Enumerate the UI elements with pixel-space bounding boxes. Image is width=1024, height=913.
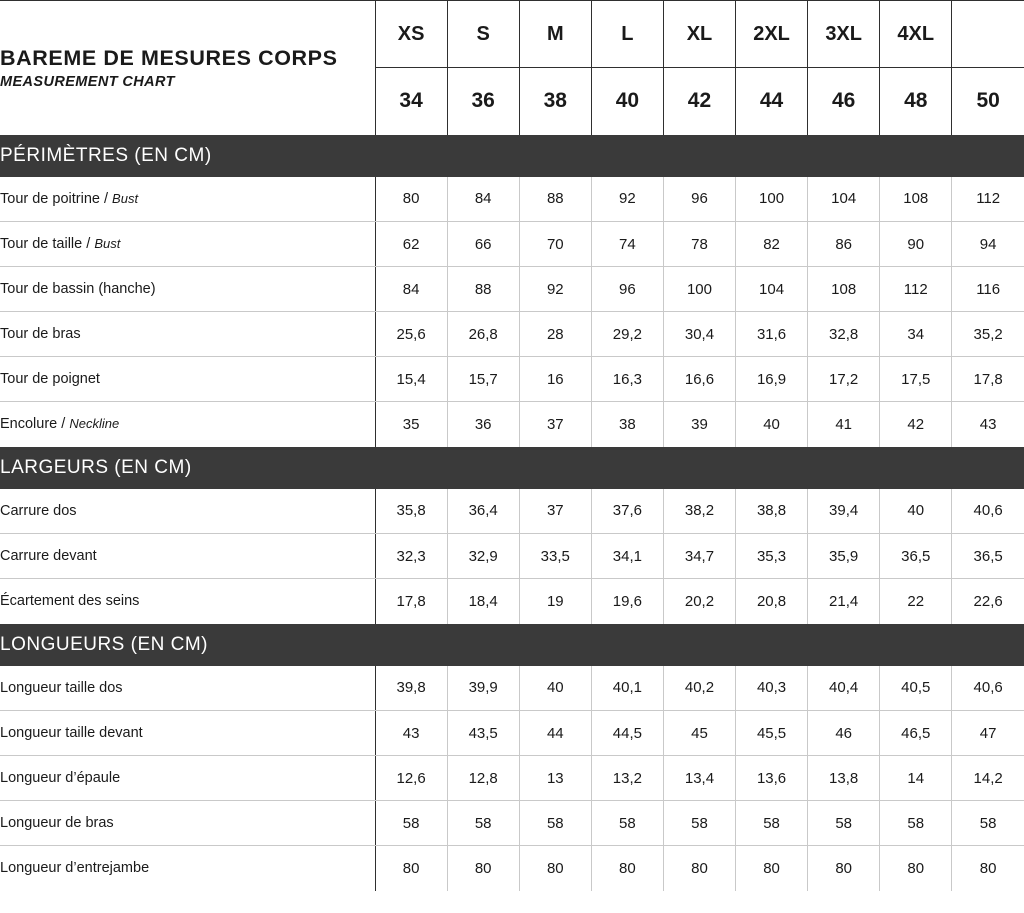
measurement-value: 20,8 bbox=[736, 579, 808, 624]
measurement-value: 80 bbox=[736, 846, 808, 891]
size-number-header: 42 bbox=[663, 68, 735, 135]
size-number-header: 48 bbox=[880, 68, 952, 135]
size-letter-header: XL bbox=[663, 1, 735, 68]
section-band-label: PÉRIMÈTRES (EN CM) bbox=[0, 135, 1024, 177]
measurement-value: 13 bbox=[519, 756, 591, 801]
measurement-value: 88 bbox=[447, 267, 519, 312]
measurement-value: 21,4 bbox=[808, 579, 880, 624]
measurement-value: 22,6 bbox=[973, 592, 1003, 610]
measurement-value: 44 bbox=[519, 711, 591, 756]
measurement-value: 40,5 bbox=[880, 666, 952, 711]
measurement-value: 31,6 bbox=[736, 312, 808, 357]
measurement-label-fr: Tour de poitrine bbox=[0, 190, 100, 207]
size-letter-header: S bbox=[447, 1, 519, 68]
measurement-value: 39,9 bbox=[447, 666, 519, 711]
table-row bbox=[0, 846, 1024, 891]
measurement-value: 80 bbox=[447, 846, 519, 891]
measurement-value: 42 bbox=[880, 402, 952, 447]
section-band-row bbox=[0, 135, 1024, 177]
measurement-value: 35 bbox=[375, 402, 447, 447]
measurement-value: 13,2 bbox=[591, 756, 663, 801]
measurement-value: 14,2 bbox=[952, 756, 1024, 801]
measurement-value: 112 bbox=[880, 267, 952, 312]
measurement-value: 108 bbox=[880, 177, 952, 222]
size-letter-header bbox=[952, 1, 1024, 68]
measurement-value: 34 bbox=[880, 312, 952, 357]
measurement-label bbox=[0, 756, 375, 801]
measurement-value: 40 bbox=[736, 402, 808, 447]
measurement-value: 35,9 bbox=[808, 534, 880, 579]
measurement-value: 35,2 bbox=[952, 312, 1024, 357]
measurement-value: 38,8 bbox=[736, 489, 808, 534]
measurement-value: 66 bbox=[447, 222, 519, 267]
measurement-value: 39,8 bbox=[375, 666, 447, 711]
label-separator: / bbox=[103, 190, 109, 207]
table-row bbox=[0, 402, 1024, 447]
measurement-value: 96 bbox=[591, 267, 663, 312]
measurement-value: 19 bbox=[519, 579, 591, 624]
measurement-label-fr: Carrure devant bbox=[0, 548, 97, 564]
size-number-header: 44 bbox=[736, 68, 808, 135]
measurement-label-fr: Carrure dos bbox=[0, 502, 77, 519]
measurement-value: 15,7 bbox=[447, 357, 519, 402]
measurement-value: 100 bbox=[663, 267, 735, 312]
measurement-value: 94 bbox=[952, 222, 1024, 267]
measurement-value: 58 bbox=[591, 801, 663, 846]
table-row bbox=[0, 267, 1024, 312]
page-title: BAREME DE MESURES CORPS bbox=[0, 46, 338, 71]
measurement-value: 18,4 bbox=[447, 579, 519, 624]
measurement-value: 58 bbox=[736, 801, 808, 846]
measurement-value: 82 bbox=[736, 222, 808, 267]
measurement-value: 40,6 bbox=[952, 666, 1024, 711]
measurement-label-fr: Écartement des seins bbox=[0, 593, 140, 610]
measurement-label bbox=[0, 666, 375, 711]
measurement-value: 84 bbox=[447, 177, 519, 222]
measurement-value: 40,2 bbox=[663, 666, 735, 711]
measurement-label-fr: Tour de bassin (hanche) bbox=[0, 281, 156, 297]
label-separator: / bbox=[61, 416, 66, 433]
measurement-value: 12,6 bbox=[375, 756, 447, 801]
measurement-label bbox=[0, 534, 375, 579]
measurement-value: 116 bbox=[952, 267, 1024, 312]
size-letter-header: M bbox=[519, 1, 591, 68]
size-letter-header: 3XL bbox=[808, 1, 880, 68]
measurement-value: 32,9 bbox=[447, 534, 519, 579]
measurement-value: 90 bbox=[880, 222, 952, 267]
table-row bbox=[0, 177, 1024, 222]
measurement-value: 40,1 bbox=[591, 666, 663, 711]
measurement-value: 58 bbox=[447, 801, 519, 846]
measurement-value: 92 bbox=[519, 267, 591, 312]
size-letter-header: XS bbox=[375, 1, 447, 68]
measurement-value: 108 bbox=[808, 267, 880, 312]
measurement-value: 17,8 bbox=[952, 357, 1024, 402]
measurement-label bbox=[0, 222, 375, 267]
measurement-value: 45 bbox=[663, 711, 735, 756]
table-row bbox=[0, 666, 1024, 711]
size-number-header: 46 bbox=[808, 68, 880, 135]
measurement-label-en: Bust bbox=[94, 236, 121, 251]
measurement-label-fr: Longueur d’épaule bbox=[0, 770, 121, 786]
measurement-label-en: Neckline bbox=[69, 416, 120, 432]
table-row bbox=[0, 357, 1024, 402]
measurement-label bbox=[0, 489, 375, 534]
measurement-value: 104 bbox=[736, 267, 808, 312]
measurement-value: 20,2 bbox=[663, 579, 735, 624]
measurement-label-fr: Longueur taille dos bbox=[0, 679, 123, 696]
table-row bbox=[0, 534, 1024, 579]
measurement-label bbox=[0, 312, 375, 357]
measurement-label-fr: Tour de taille bbox=[0, 236, 83, 252]
label-separator: / bbox=[86, 236, 91, 252]
measurement-label-fr: Longueur d’entrejambe bbox=[0, 860, 150, 877]
measurement-value: 36,5 bbox=[952, 534, 1024, 579]
measurement-value: 58 bbox=[375, 801, 447, 846]
measurement-value: 58 bbox=[880, 801, 952, 846]
measurement-value: 43 bbox=[375, 711, 447, 756]
measurement-label-en: Bust bbox=[112, 190, 139, 206]
measurement-value: 17,8 bbox=[375, 579, 447, 624]
measurement-value: 80 bbox=[519, 846, 591, 891]
table-row bbox=[0, 711, 1024, 756]
measurement-value: 80 bbox=[591, 846, 663, 891]
measurement-value: 43,5 bbox=[447, 711, 519, 756]
measurement-value: 34,7 bbox=[663, 534, 735, 579]
measurement-label-fr: Longueur de bras bbox=[0, 815, 114, 831]
measurement-value: 16 bbox=[519, 357, 591, 402]
measurement-label bbox=[0, 801, 375, 846]
size-number-header: 34 bbox=[375, 68, 447, 135]
measurement-label-fr: Tour de bras bbox=[0, 326, 81, 342]
measurement-value: 96 bbox=[663, 177, 735, 222]
measurement-value: 58 bbox=[663, 801, 735, 846]
measurement-value: 39 bbox=[663, 402, 735, 447]
size-number-header: 40 bbox=[591, 68, 663, 135]
measurement-value: 29,2 bbox=[591, 312, 663, 357]
measurement-value: 86 bbox=[808, 222, 880, 267]
measurement-value: 80 bbox=[663, 846, 735, 891]
measurement-value: 15,4 bbox=[375, 357, 447, 402]
measurement-value: 37 bbox=[519, 489, 591, 534]
section-band-row bbox=[0, 624, 1024, 666]
measurement-value: 74 bbox=[591, 222, 663, 267]
measurement-value: 35,8 bbox=[375, 489, 447, 534]
measurement-value: 112 bbox=[952, 177, 1024, 222]
measurement-value: 38 bbox=[591, 402, 663, 447]
header-row-letters bbox=[0, 1, 1024, 68]
measurement-value: 104 bbox=[808, 177, 880, 222]
measurement-value: 16,6 bbox=[663, 357, 735, 402]
measurement-value: 36,5 bbox=[880, 534, 952, 579]
measurement-value: 39,4 bbox=[808, 489, 880, 534]
measurement-label-fr: Tour de poignet bbox=[0, 371, 100, 387]
measurement-label bbox=[0, 177, 375, 222]
chart-title-cell bbox=[0, 1, 375, 135]
section-band-row bbox=[0, 447, 1024, 489]
table-row bbox=[0, 801, 1024, 846]
table-row bbox=[0, 579, 1024, 624]
measurement-label bbox=[0, 357, 375, 402]
measurement-value: 46,5 bbox=[880, 711, 952, 756]
table-row bbox=[0, 222, 1024, 267]
measurement-value: 37 bbox=[519, 402, 591, 447]
measurement-value: 40 bbox=[880, 489, 952, 534]
measurement-label bbox=[0, 267, 375, 312]
size-letter-header: L bbox=[591, 1, 663, 68]
page-subtitle: MEASUREMENT CHART bbox=[0, 74, 175, 91]
table-row bbox=[0, 756, 1024, 801]
measurement-label bbox=[0, 579, 375, 624]
measurement-value: 19,6 bbox=[591, 579, 663, 624]
measurement-value: 35,3 bbox=[736, 534, 808, 579]
measurement-value: 43 bbox=[979, 415, 997, 433]
measurement-value: 45,5 bbox=[736, 711, 808, 756]
measurement-value: 33,5 bbox=[519, 534, 591, 579]
measurement-value: 34,1 bbox=[591, 534, 663, 579]
measurement-value: 41 bbox=[808, 402, 880, 447]
measurement-value: 58 bbox=[519, 801, 591, 846]
measurement-value: 13,4 bbox=[663, 756, 735, 801]
measurement-value: 47 bbox=[952, 711, 1024, 756]
table-row bbox=[0, 489, 1024, 534]
size-letter-header: 4XL bbox=[880, 1, 952, 68]
measurement-value: 80 bbox=[375, 846, 447, 891]
measurement-value: 22 bbox=[880, 579, 952, 624]
measurement-value: 92 bbox=[591, 177, 663, 222]
measurement-value: 40 bbox=[519, 666, 591, 711]
measurement-value: 30,4 bbox=[663, 312, 735, 357]
size-number-header: 36 bbox=[447, 68, 519, 135]
measurement-value: 80 bbox=[880, 846, 952, 891]
measurement-label bbox=[0, 402, 375, 447]
measurement-value: 78 bbox=[663, 222, 735, 267]
measurement-value: 37,6 bbox=[591, 489, 663, 534]
measurement-label bbox=[0, 846, 375, 891]
measurement-value: 46 bbox=[808, 711, 880, 756]
measurement-value: 58 bbox=[808, 801, 880, 846]
measurement-value: 84 bbox=[375, 267, 447, 312]
section-band-label: LARGEURS (EN CM) bbox=[0, 447, 1024, 489]
measurement-value: 36,4 bbox=[447, 489, 519, 534]
measurement-label-fr: Encolure bbox=[0, 416, 58, 433]
measurement-value: 17,2 bbox=[808, 357, 880, 402]
measurement-value: 16,3 bbox=[591, 357, 663, 402]
measurement-value: 40,3 bbox=[736, 666, 808, 711]
measurement-value: 28 bbox=[519, 312, 591, 357]
measurement-value: 88 bbox=[519, 177, 591, 222]
measurement-value: 58 bbox=[952, 801, 1024, 846]
measurement-label bbox=[0, 711, 375, 756]
measurement-value: 44,5 bbox=[591, 711, 663, 756]
size-number-header: 50 bbox=[976, 89, 1000, 113]
measurement-value: 40,4 bbox=[808, 666, 880, 711]
size-letter-header: 2XL bbox=[736, 1, 808, 68]
measurement-value: 14 bbox=[880, 756, 952, 801]
measurement-value: 80 bbox=[375, 177, 447, 222]
measurement-value: 38,2 bbox=[663, 489, 735, 534]
measurement-value: 16,9 bbox=[736, 357, 808, 402]
measurement-value: 80 bbox=[808, 846, 880, 891]
size-number-header: 38 bbox=[519, 68, 591, 135]
measurement-value: 17,5 bbox=[880, 357, 952, 402]
measurement-value: 80 bbox=[979, 859, 997, 877]
measurement-value: 13,8 bbox=[808, 756, 880, 801]
measurement-value: 26,8 bbox=[447, 312, 519, 357]
measurement-value: 100 bbox=[736, 177, 808, 222]
measurement-value: 70 bbox=[519, 222, 591, 267]
measurement-value: 32,3 bbox=[375, 534, 447, 579]
measurement-label-fr: Longueur taille devant bbox=[0, 725, 143, 741]
measurement-value: 40,6 bbox=[952, 489, 1024, 534]
measurement-value: 12,8 bbox=[447, 756, 519, 801]
measurement-value: 36 bbox=[447, 402, 519, 447]
section-band-label: LONGUEURS (EN CM) bbox=[0, 624, 1024, 666]
table-row bbox=[0, 312, 1024, 357]
measurement-value: 25,6 bbox=[375, 312, 447, 357]
measurement-value: 62 bbox=[375, 222, 447, 267]
measurement-value: 13,6 bbox=[736, 756, 808, 801]
measurement-value: 32,8 bbox=[808, 312, 880, 357]
